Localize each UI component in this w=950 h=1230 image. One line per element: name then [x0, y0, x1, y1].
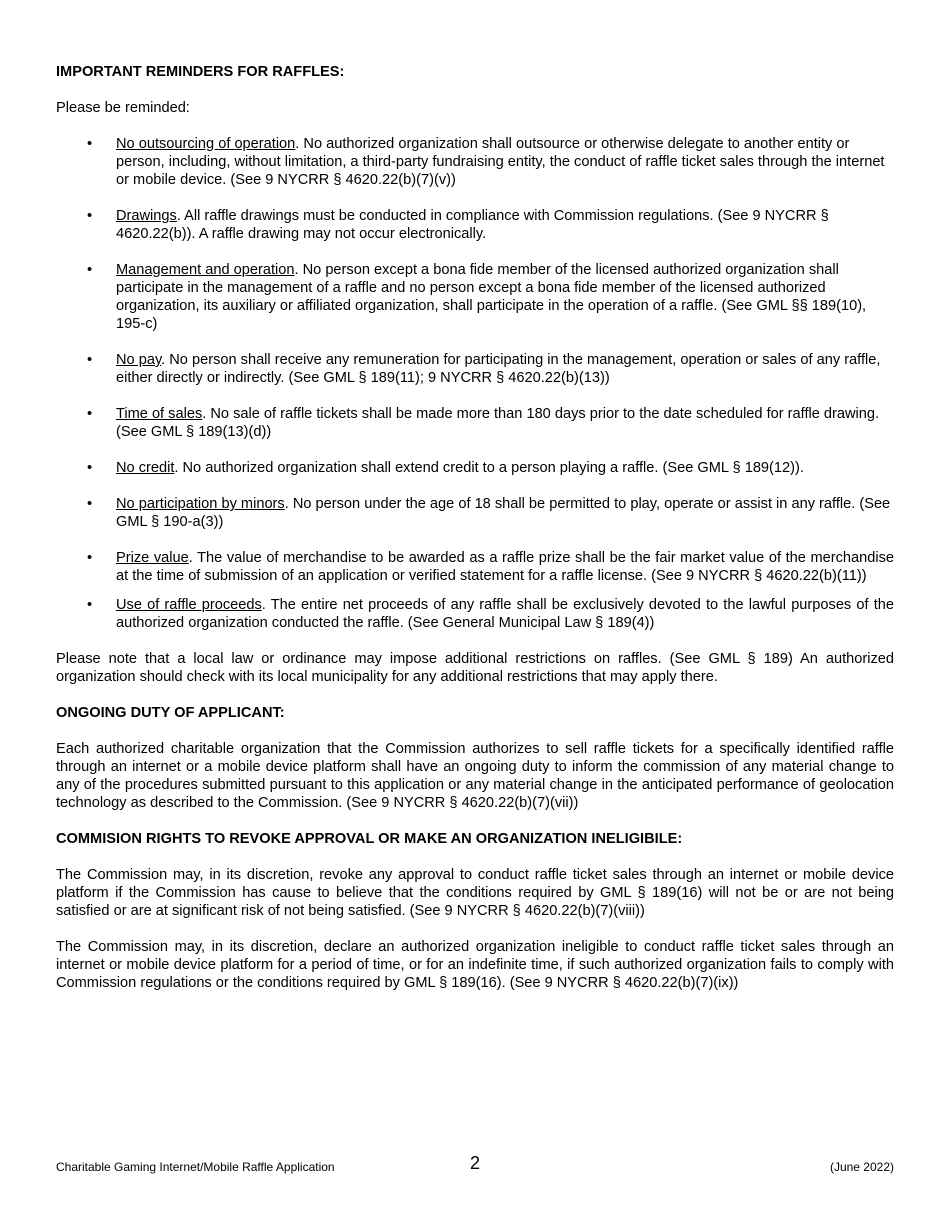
- item-text: . No person shall receive any remuneration for participating in the management, operation or sales of any raffle, either directly or indirectly. (See GML § 189(11); 9 NYCRR § 4620.22(b)(13)): [116, 352, 881, 386]
- item-term: Prize value: [116, 550, 189, 566]
- item-term: No credit: [116, 460, 175, 476]
- list-item: [56, 261, 894, 333]
- bullet-icon: •: [87, 352, 93, 368]
- revoke-paragraph-2: The Commission may, in its discretion, declare an authorized organization ineligible to conduct raffle ticket sales through an internet or mobile device platform for a period of time, or for an indefinite time, if such authorized organization fails to comply with Commission regulations or the conditions required by GML § 189(16). (See 9 NYCRR § 4620.22(b)(7)(ix)): [56, 939, 894, 991]
- revoke-heading: COMMISION RIGHTS TO REVOKE APPROVAL OR MAKE AN ORGANIZATION INELIGIBILE:: [56, 831, 683, 847]
- bullet-icon: •: [87, 406, 93, 422]
- item-term: Management and operation: [116, 262, 295, 278]
- bullet-icon: •: [87, 460, 93, 476]
- bullet-icon: •: [87, 496, 93, 512]
- duty-heading: ONGOING DUTY OF APPLICANT:: [56, 705, 285, 721]
- bullet-icon: •: [87, 597, 93, 613]
- item-text: . No person under the age of 18 shall be permitted to play, operate or assist in any raffle. (See GML § 190-a(3)): [116, 496, 891, 530]
- page-number: 2: [469, 1153, 480, 1173]
- footer-date: (June 2022): [829, 1160, 894, 1174]
- list-item: [56, 135, 894, 189]
- duty-paragraph: Each authorized charitable organization that the Commission authorizes to sell raffle tickets for a specifically identified raffle through an internet or a mobile device platform shall have an ongoing duty to inform the commission of any material change to any of the procedures submitted pursuant to this application or any material change in the anticipated performance of geolocation technology as described to the Commission. (See 9 NYCRR § 4620.22(b)(7)(vii)): [56, 741, 894, 811]
- reminders-heading: IMPORTANT REMINDERS FOR RAFFLES:: [56, 64, 345, 80]
- item-text: . The value of merchandise to be awarded as a raffle prize shall be the fair market value of the merchandise at the time of submission of an application or verified statement for a raffle license. (See 9 NYCRR § 4620.22(b)(11)): [116, 550, 895, 584]
- footer-document-title: Charitable Gaming Internet/Mobile Raffle Application: [56, 1160, 335, 1174]
- item-text: . No authorized organization shall extend credit to a person playing a raffle. (See GML § 189(12)).: [174, 460, 804, 476]
- bullet-icon: •: [87, 136, 93, 152]
- reminders-list: [56, 135, 894, 632]
- item-text: . No authorized organization shall outsource or otherwise delegate to another entity or person, including, without limitation, a third-party fundraising entity, the conduct of raffle ticket sales through the internet or mobile device. (See 9 NYCRR § 4620.22(b)(7)(v)): [116, 136, 885, 188]
- list-item: [56, 351, 894, 387]
- bullet-icon: •: [87, 262, 93, 278]
- list-item: [56, 549, 894, 585]
- item-text: . No sale of raffle tickets shall be made more than 180 days prior to the date scheduled for raffle drawing. (See GML § 189(13)(d)): [116, 406, 880, 440]
- item-text: . All raffle drawings must be conducted in compliance with Commission regulations. (See 9 NYCRR § 4620.22(b)). A raffle drawing may not occur electronically.: [116, 208, 829, 242]
- list-item: [56, 495, 894, 531]
- list-item: [56, 596, 894, 632]
- bullet-icon: •: [87, 208, 93, 224]
- list-item: [56, 459, 894, 477]
- item-term: No pay: [116, 352, 162, 368]
- page-footer: [56, 1152, 894, 1176]
- bullet-icon: •: [87, 550, 93, 566]
- item-term: Time of sales: [116, 406, 203, 422]
- revoke-paragraph-1: The Commission may, in its discretion, revoke any approval to conduct raffle ticket sales through an internet or mobile device platform if the Commission has cause to believe that the conditions required by GML § 189(16) will not be or are not being satisfied or are at significant risk of not being satisfied. (See 9 NYCRR § 4620.22(b)(7)(viii)): [56, 867, 894, 919]
- item-text: . No person except a bona fide member of the licensed authorized organization shall participate in the management of a raffle and no person except a bona fide member of the licensed authorized organization, its auxiliary or affiliated organization, shall participate in the operation of a raffle. (See GML §§ 189(10), 195-c): [116, 262, 867, 332]
- item-term: Drawings: [116, 208, 177, 224]
- list-item: [56, 405, 894, 441]
- item-text: . The entire net proceeds of any raffle shall be exclusively devoted to the lawful purposes of the authorized organization conducted the raffle. (See General Municipal Law § 189(4)): [116, 597, 894, 631]
- list-item: [56, 207, 894, 243]
- item-term: No outsourcing of operation: [116, 136, 296, 152]
- item-term: No participation by minors: [116, 496, 285, 512]
- document-page: [56, 63, 894, 992]
- reminders-intro: Please be reminded:: [56, 100, 190, 116]
- item-term: Use of raffle proceeds: [116, 597, 262, 613]
- local-law-note: Please note that a local law or ordinance may impose additional restrictions on raffles. (See GML § 189) An authorized organization should check with its local municipality for any additional restrictions that may apply there.: [56, 651, 894, 685]
